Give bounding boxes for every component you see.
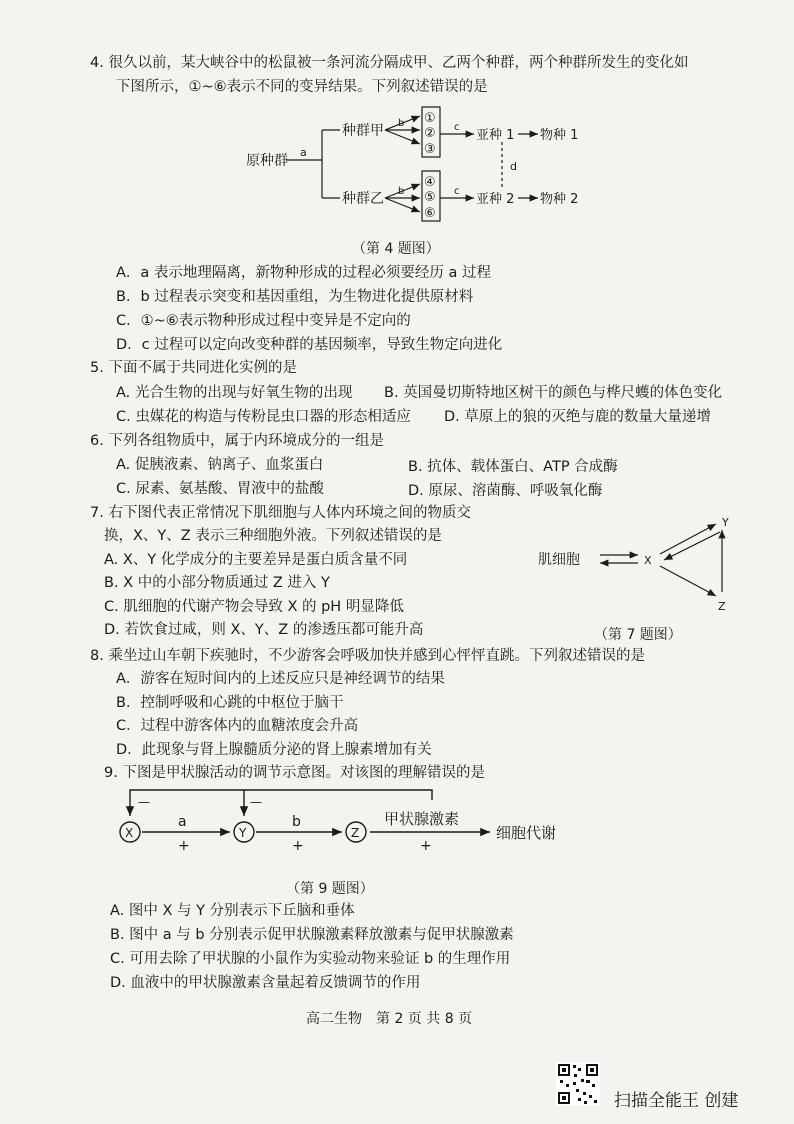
q5-option-d: D. 草原上的狼的灭绝与鹿的数量大量递增	[444, 409, 711, 425]
node-z: Z	[351, 826, 360, 840]
orig-pop-label: 原种群	[246, 153, 288, 169]
label-d: d	[510, 160, 517, 173]
q7-option-b: B. X 中的小部分物质通过 Z 进入 Y	[104, 575, 330, 591]
plus-b: +	[292, 838, 304, 854]
mark-6: ⑥	[424, 206, 436, 221]
q6-option-a: A. 促胰液素、钠离子、血浆蛋白	[116, 457, 324, 473]
plus-a: +	[178, 838, 190, 854]
label-b-bottom: b	[398, 186, 405, 197]
label-a: a	[300, 146, 307, 159]
q9-option-c: C. 可用去除了甲状腺的小鼠作为实验动物来验证 b 的生理作用	[110, 951, 511, 967]
page-footer: 高二生物 第 2 页 共 8 页	[306, 1011, 473, 1027]
label-c-bottom: c	[454, 186, 460, 197]
mark-5: ⑤	[424, 190, 436, 205]
species-1: 物种 1	[540, 128, 579, 143]
q8-option-c: C．过程中游客体内的血糖浓度会升高	[116, 718, 359, 734]
subspecies-1: 亚种 1	[476, 128, 515, 143]
q9-option-a: A. 图中 X 与 Y 分别表示下丘脑和垂体	[110, 903, 355, 919]
species-2: 物种 2	[540, 192, 579, 207]
mark-2: ②	[424, 126, 436, 141]
mark-3: ③	[424, 142, 436, 157]
q4-stem-line2: 下图所示，①~⑥表示不同的变异结果。下列叙述错误的是	[116, 79, 488, 95]
node-z: Z	[718, 600, 726, 613]
q8-stem: 8. 乘坐过山车朝下疾驰时，不少游客会呼吸加快并感到心怦怦直跳。下列叙述错误的是	[90, 648, 645, 664]
q4-option-a: A．a 表示地理隔离，新物种形成的过程必须要经历 a 过程	[116, 265, 492, 281]
q7-option-d: D. 若饮食过咸，则 X、Y、Z 的渗透压都可能升高	[104, 622, 424, 638]
q7-fluid-diagram	[536, 510, 746, 616]
q6-option-b: B. 抗体、载体蛋白、ATP 合成酶	[408, 459, 618, 475]
muscle-cell-label: 肌细胞	[538, 552, 580, 568]
label-b: b	[292, 814, 301, 830]
label-b-top: b	[398, 118, 405, 129]
node-y: Y	[239, 826, 247, 840]
q7-stem-line2: 换，X、Y、Z 表示三种细胞外液。下列叙述错误的是	[104, 528, 442, 544]
subspecies-2: 亚种 2	[476, 192, 515, 207]
q7-option-a: A. X、Y 化学成分的主要差异是蛋白质含量不同	[104, 552, 408, 568]
q9-option-b: B. 图中 a 与 b 分别表示促甲状腺激素释放激素与促甲状腺激素	[110, 927, 514, 943]
q8-option-a: A．游客在短时间内的上述反应只是神经调节的结果	[116, 671, 445, 687]
q4-stem-line1: 4. 很久以前，某大峡谷中的松鼠被一条河流分隔成甲、乙两个种群，两个种群所发生的变化如	[90, 55, 689, 71]
label-a: a	[178, 814, 187, 830]
q5-stem: 5. 下面不属于共同进化实例的是	[90, 360, 297, 376]
q5-option-b: B. 英国曼切斯特地区树干的颜色与桦尺蠖的体色变化	[384, 385, 723, 401]
q7-stem-line1: 7. 右下图代表正常情况下肌细胞与人体内环境之间的物质交	[90, 505, 471, 521]
target-label: 细胞代谢	[496, 824, 557, 842]
q8-option-b: B．控制呼吸和心跳的中枢位于脑干	[116, 695, 344, 711]
q9-caption: （第 9 题图）	[286, 881, 374, 897]
q6-option-d: D. 原尿、溶菌酶、呼吸氧化酶	[408, 483, 603, 499]
q4-caption: （第 4 题图）	[352, 241, 440, 257]
mark-4: ④	[424, 175, 436, 190]
qr-code-icon	[556, 1062, 600, 1106]
label-c-top: c	[454, 122, 460, 133]
q5-option-c: C. 虫媒花的构造与传粉昆虫口器的形态相适应	[116, 409, 411, 425]
q9-thyroid-diagram	[112, 786, 582, 860]
minus-x: —	[138, 795, 150, 809]
plus-hormone: +	[420, 838, 432, 854]
node-x: X	[644, 554, 652, 567]
q4-option-d: D．c 过程可以定向改变种群的基因频率，导致生物定向进化	[116, 337, 503, 353]
q9-option-d: D. 血液中的甲状腺激素含量起着反馈调节的作用	[110, 975, 421, 991]
q5-option-a: A. 光合生物的出现与好氧生物的出现	[116, 385, 353, 401]
minus-y: —	[250, 795, 262, 809]
node-y: Y	[722, 516, 729, 529]
hormone-label: 甲状腺激素	[384, 810, 460, 828]
q7-caption: （第 7 题图）	[594, 627, 682, 643]
q8-option-d: D．此现象与肾上腺髓质分泌的肾上腺素增加有关	[116, 742, 432, 758]
scanner-watermark: 扫描全能王 创建	[614, 1091, 739, 1111]
q9-stem: 9. 下图是甲状腺活动的调节示意图。对该图的理解错误的是	[104, 765, 485, 781]
pop-b-label: 种群乙	[342, 191, 384, 207]
q6-stem: 6. 下列各组物质中，属于内环境成分的一组是	[90, 433, 384, 449]
q7-option-c: C. 肌细胞的代谢产物会导致 X 的 pH 明显降低	[104, 599, 404, 615]
mark-1: ①	[424, 111, 436, 126]
pop-a-label: 种群甲	[342, 123, 384, 139]
q4-speciation-diagram	[240, 104, 620, 230]
q4-option-b: B．b 过程表示突变和基因重组，为生物进化提供原材料	[116, 289, 474, 305]
q6-option-c: C. 尿素、氨基酸、胃液中的盐酸	[116, 481, 324, 497]
q4-option-c: C．①~⑥表示物种形成过程中变异是不定向的	[116, 313, 411, 329]
node-x: X	[125, 826, 134, 840]
